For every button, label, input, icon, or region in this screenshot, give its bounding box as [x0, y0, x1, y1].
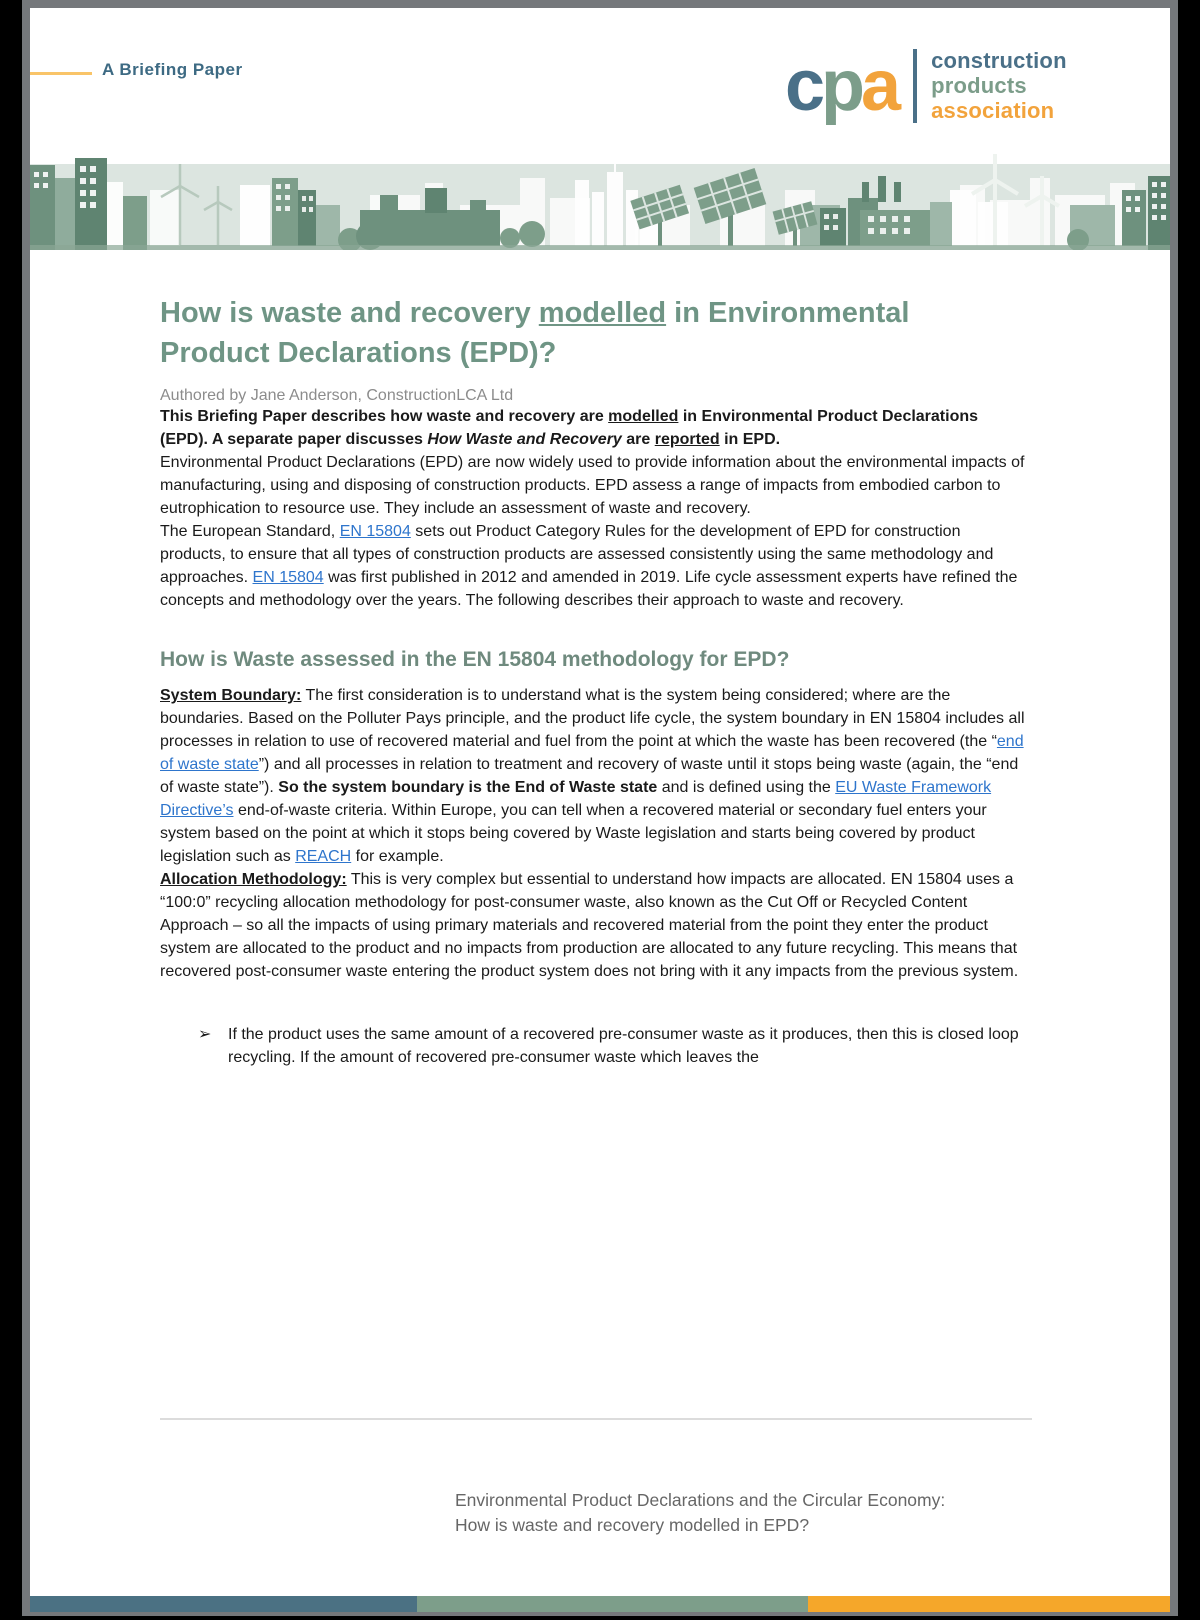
briefing-paper-label: A Briefing Paper	[102, 60, 243, 79]
document-title: How is waste and recovery modelled in Environmental Product Declarations (EPD)?	[160, 297, 910, 369]
logo-divider	[913, 49, 917, 123]
footer-line-2: How is waste and recovery modelled in EPD?	[455, 1515, 810, 1535]
bullet-arrow-icon: ➢	[198, 1026, 212, 1043]
paragraph-allocation-methodology: Allocation Methodology: This is very complex but essential to understand how impacts are allocated. EN 15804 uses a “100:0” recycling allocation methodology for post-consumer waste, also known as the Cut Off or Recycled Content Approach – so all the impacts of using primary materials and recovered material from the point they enter the product system are allocated to the product and no impacts from production are allocated to any future recycling. This means that recovered post-consumer waste entering the product system does not bring with it any impacts from the previous system.	[160, 871, 1019, 980]
accent-line	[30, 72, 92, 75]
bar-segment-green	[417, 1596, 808, 1612]
footer-line-1: Environmental Product Declarations and the Circular Economy:	[455, 1490, 946, 1510]
logo-letter-c: c	[785, 45, 822, 126]
bullet-text: If the product uses the same amount of a recovered pre-consumer waste as it produces, then this is closed loop recycling. If the amount of recovered pre-consumer waste which leaves the	[228, 1026, 1019, 1066]
paragraph-system-boundary: System Boundary: The first consideration is to understand what is the system being considered; where are the boundaries. Based on the Polluter Pays principle, and the product life cycle, the system boundary in EN 15804 includes all processes in relation to use of recovered material and fuel from the point at which the waste has been recovered (the “end of waste state”) and all processes in relation to treatment and recovery of waste until it stops being waste (again, the “end of waste state”). So the system boundary is the End of Waste state and is defined using the EU Waste Framework Directive’s end-of-waste criteria. Within Europe, you can tell when a recovered material or secondary fuel enters your system based on the point at which it stops being covered by Waste legislation and starts being covered by product legislation such as REACH for example.	[160, 687, 1025, 865]
paragraph-en15804: The European Standard, EN 15804 sets out Product Category Rules for the development of EPD for construction products, to ensure that all types of construction products are assessed consistently using the same methodology and approaches. EN 15804 was first published in 2012 and amended in 2019. Life cycle assessment experts have refined the concepts and methodology over the years. The following describes their approach to waste and recovery.	[160, 523, 1018, 609]
hyperlink[interactable]: REACH	[295, 848, 352, 865]
bar-segment-orange	[808, 1596, 1170, 1612]
page	[22, 0, 1178, 1616]
paragraph-epd-overview: Environmental Product Declarations (EPD) are now widely used to provide information about the environmental impacts of manufacturing, using and disposing of construction products. EPD assess a range of impacts from embodied carbon to eutrophication to resource use. They include an assessment of waste and recovery.	[160, 454, 1025, 517]
hyperlink[interactable]: EU Waste Framework Directive’s	[160, 779, 992, 819]
hyperlink[interactable]: EN 15804	[339, 523, 411, 540]
cpa-logo-letters	[785, 45, 898, 126]
author-line: Authored by Jane Anderson, ConstructionLCA Ltd	[160, 387, 514, 404]
hyperlink[interactable]: EN 15804	[252, 569, 324, 586]
intro-paragraph: This Briefing Paper describes how waste and recovery are modelled in Environmental Product Declarations (EPD). A separate paper discusses How Waste and Recovery are reported in EPD.	[160, 408, 979, 448]
cpa-logo	[785, 45, 1067, 126]
bar-segment-blue	[30, 1596, 417, 1612]
footer-divider	[160, 1418, 1032, 1420]
page-footer	[455, 1488, 945, 1538]
document-body	[160, 293, 1040, 1069]
hyperlink[interactable]: end of waste state	[160, 733, 1024, 773]
logo-letter-a: a	[861, 45, 898, 126]
logo-letter-p: p	[821, 45, 862, 126]
city-skyline-banner	[30, 150, 1170, 250]
section-heading: How is Waste assessed in the EN 15804 methodology for EPD?	[160, 648, 790, 671]
bullet-item	[160, 1023, 1038, 1069]
cpa-logo-tagline: construction products association	[931, 48, 1067, 123]
bottom-color-bar	[30, 1596, 1170, 1612]
